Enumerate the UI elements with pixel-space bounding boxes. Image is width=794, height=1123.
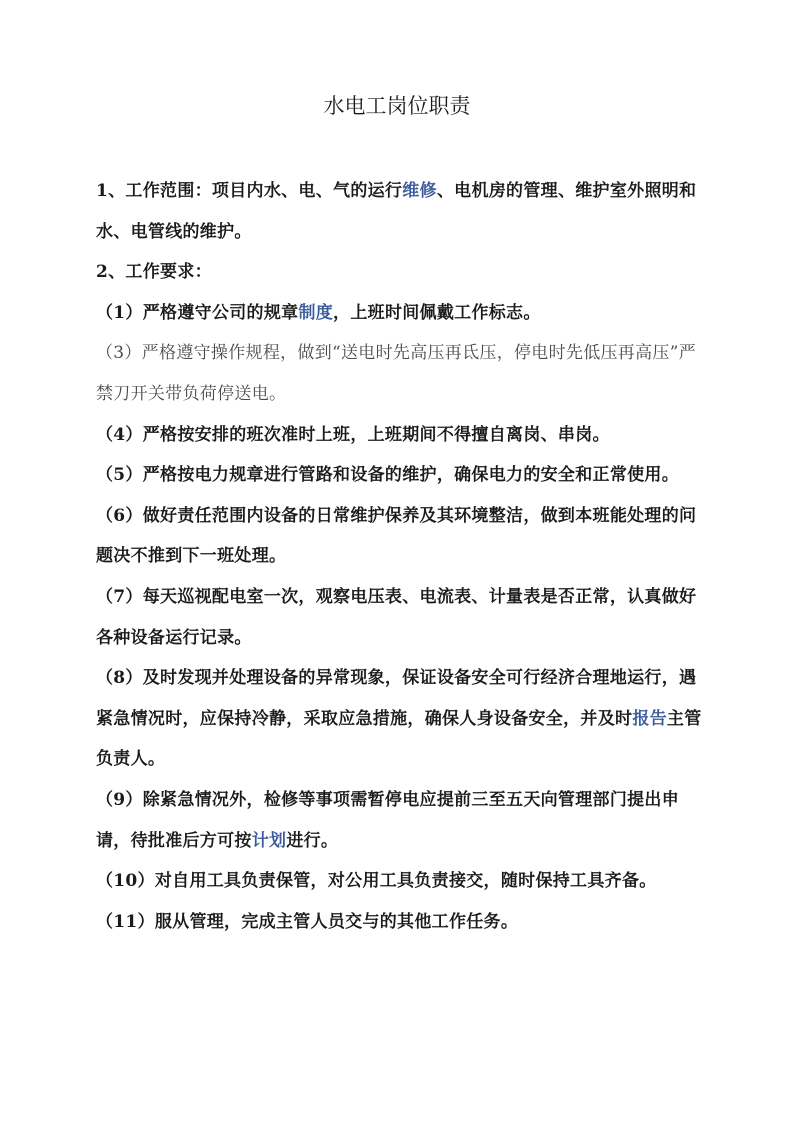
item-req-3: （3）严格遵守操作规程，做到“送电时先高压再氐压，停电时先低压再高压”严禁刀开关带负荷停送电。 [96, 343, 696, 404]
item-req-6: （6）做好责任范围内设备的日常维护保养及其环境整洁，做到本班能处理的问题决不推到下一班处理。 [96, 505, 697, 567]
item-req-4: （4）严格按安排的班次准时上班，上班期间不得擅自离岗、串岗。 [96, 424, 610, 445]
item-req-8 [96, 658, 708, 780]
item-text: 进行。 [286, 830, 339, 851]
item-text: （8）及时发现并处理设备的异常现象，保证设备安全可行经济合理地运行，遇紧急情况时，应保持冷静，采取应急措施，确保人身设备安全，并及时 [96, 668, 697, 729]
link-regulations[interactable]: 制度 [298, 302, 334, 323]
item-req-7: （7）每天巡视配电室一次，观察电压表、电流表、计量表是否正常，认真做好各种设备运行记录。 [96, 586, 697, 648]
item-req-9 [96, 780, 708, 861]
item-1-scope [96, 171, 708, 252]
document-title: 水电工岗位职责 [323, 94, 471, 118]
item-req-11: （11）服从管理，完成主管人员交与的其他工作任务。 [96, 911, 519, 932]
item-text: （9）除紧急情况外，检修等事项需暂停电应提前三至五天向管理部门提出申请，待批准后方可按 [96, 789, 680, 851]
item-text: 1、工作范围：项目内水、电、气的运行 [96, 181, 403, 201]
item-2-requirements: 2、工作要求： [96, 262, 212, 283]
item-req-10: （10）对自用工具负责保管，对公用工具负责接交，随时保持工具齐备。 [96, 871, 657, 892]
item-text: ，上班时间佩戴工作标志。 [333, 302, 541, 323]
item-req-5: （5）严格按电力规章进行管路和设备的维护，确保电力的安全和正常使用。 [96, 465, 680, 486]
item-text: 、电机房的管理、维护室外照明和水、电管线的维护。 [96, 181, 697, 242]
item-text: （1）严格遵守公司的规章 [96, 302, 299, 323]
document-body [96, 171, 708, 942]
link-maintenance[interactable]: 维修 [402, 181, 437, 201]
link-report[interactable]: 报告 [632, 708, 667, 729]
link-plan[interactable]: 计划 [251, 830, 287, 851]
item-text: 主管负责人。 [96, 708, 702, 770]
item-req-1 [96, 293, 708, 334]
